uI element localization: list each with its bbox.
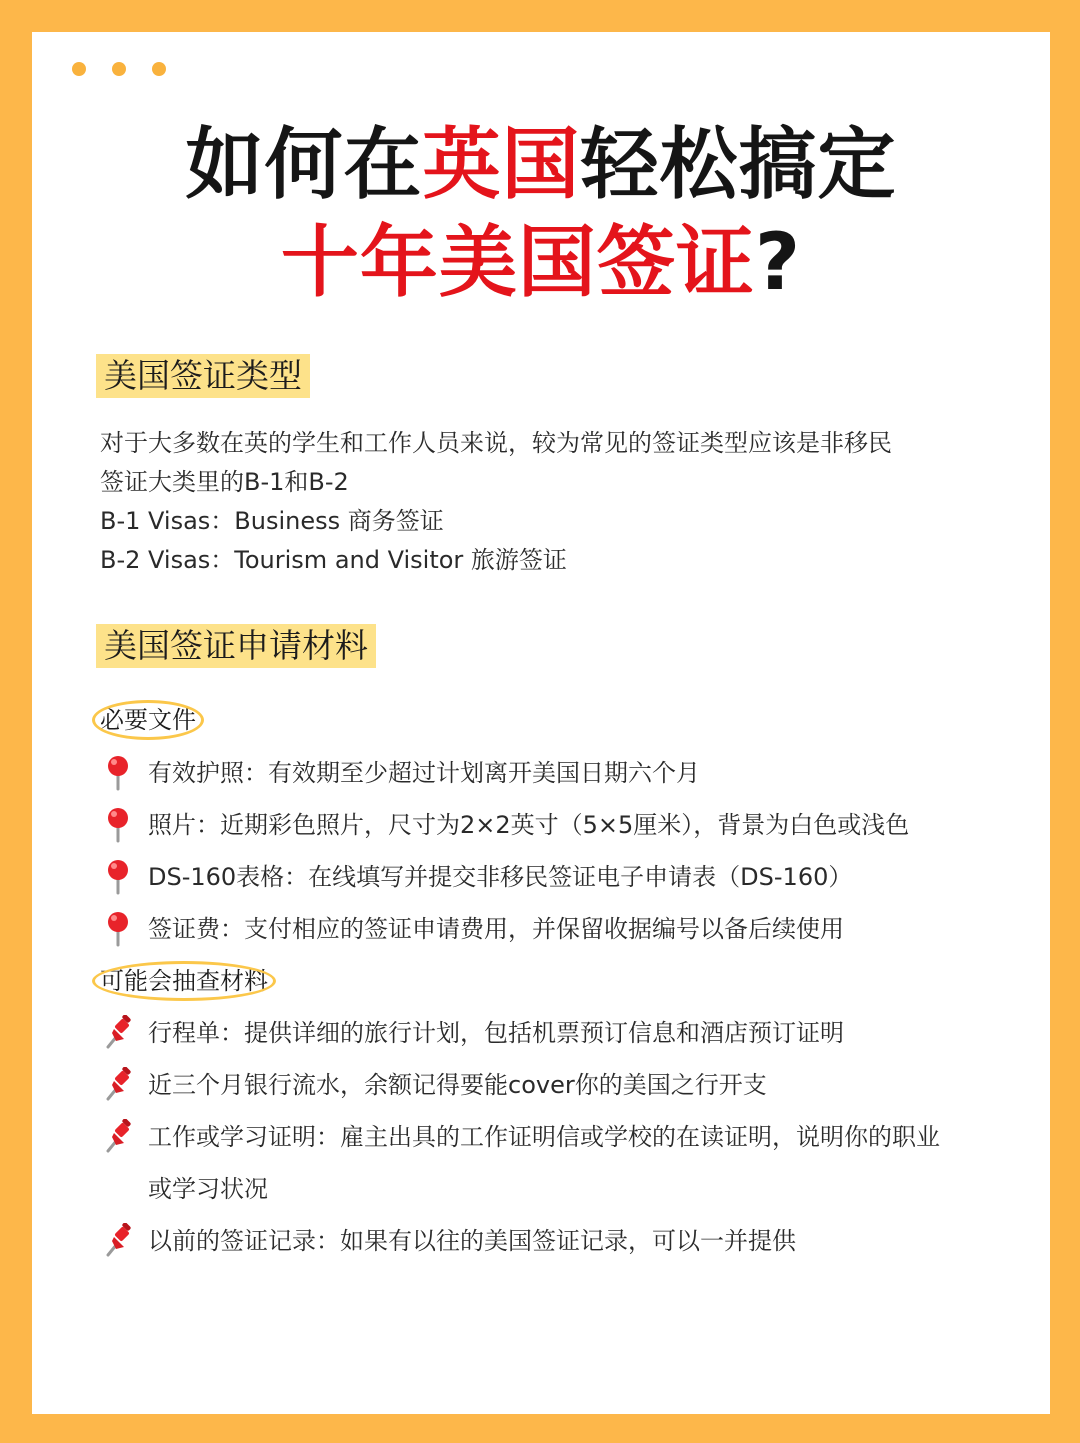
section-heading-materials: 美国签证申请材料 (96, 624, 376, 668)
list-item-text: 照片：近期彩色照片，尺寸为2×2英寸（5×5厘米），背景为白色或浅色 (148, 811, 910, 839)
round-pushpin-icon (102, 859, 134, 895)
dot-icon (152, 62, 166, 76)
paragraph-line: B-2 Visas：Tourism and Visitor 旅游签证 (100, 546, 567, 574)
list-item-text: 近三个月银行流水，余额记得要能cover你的美国之行开支 (148, 1071, 767, 1099)
title-highlight: 十年美国签证 (280, 218, 755, 308)
paragraph-line: B-1 Visas：Business 商务签证 (100, 507, 444, 535)
pushpin-icon (102, 1223, 134, 1259)
circle-highlight (92, 961, 276, 1001)
circle-highlight (92, 700, 204, 740)
title-question-mark: ? (754, 218, 802, 308)
paragraph-line: 签证大类里的B-1和B-2 (100, 468, 349, 496)
list-item-text: 签证费：支付相应的签证申请费用，并保留收据编号以备后续使用 (148, 915, 844, 943)
subheading-label: 必要文件 (100, 706, 196, 734)
list-item-text-continued: 或学习状况 (148, 1175, 268, 1203)
subheading-required-documents (96, 702, 200, 738)
page-title-line1 (32, 120, 1050, 210)
list-item-text: 工作或学习证明：雇主出具的工作证明信或学校的在读证明，说明你的职业 (148, 1123, 940, 1151)
list-item-text: DS-160表格：在线填写并提交非移民签证电子申请表（DS-160） (148, 863, 853, 891)
list-item-text: 有效护照：有效期至少超过计划离开美国日期六个月 (148, 759, 700, 787)
round-pushpin-icon (102, 911, 134, 947)
section-heading-visa-types: 美国签证类型 (96, 354, 310, 398)
subheading-label: 可能会抽查材料 (100, 967, 268, 995)
round-pushpin-icon (102, 755, 134, 791)
list-item-text: 以前的签证记录：如果有以往的美国签证记录，可以一并提供 (148, 1227, 796, 1255)
subheading-optional-materials (96, 963, 272, 999)
paragraph-line: 对于大多数在英的学生和工作人员来说，较为常见的签证类型应该是非移民 (100, 429, 892, 457)
dot-icon (112, 62, 126, 76)
list-item-text: 行程单：提供详细的旅行计划，包括机票预订信息和酒店预订证明 (148, 1019, 844, 1047)
title-text: 轻松搞定 (580, 120, 897, 210)
page-title-line2 (32, 218, 1050, 308)
round-pushpin-icon (102, 807, 134, 843)
pushpin-icon (102, 1119, 134, 1155)
dot-icon (72, 62, 86, 76)
content-card (32, 32, 1050, 1414)
title-highlight: 英国 (422, 120, 581, 210)
pushpin-icon (102, 1067, 134, 1103)
title-text: 如何在 (185, 120, 423, 210)
pushpin-icon (102, 1015, 134, 1051)
